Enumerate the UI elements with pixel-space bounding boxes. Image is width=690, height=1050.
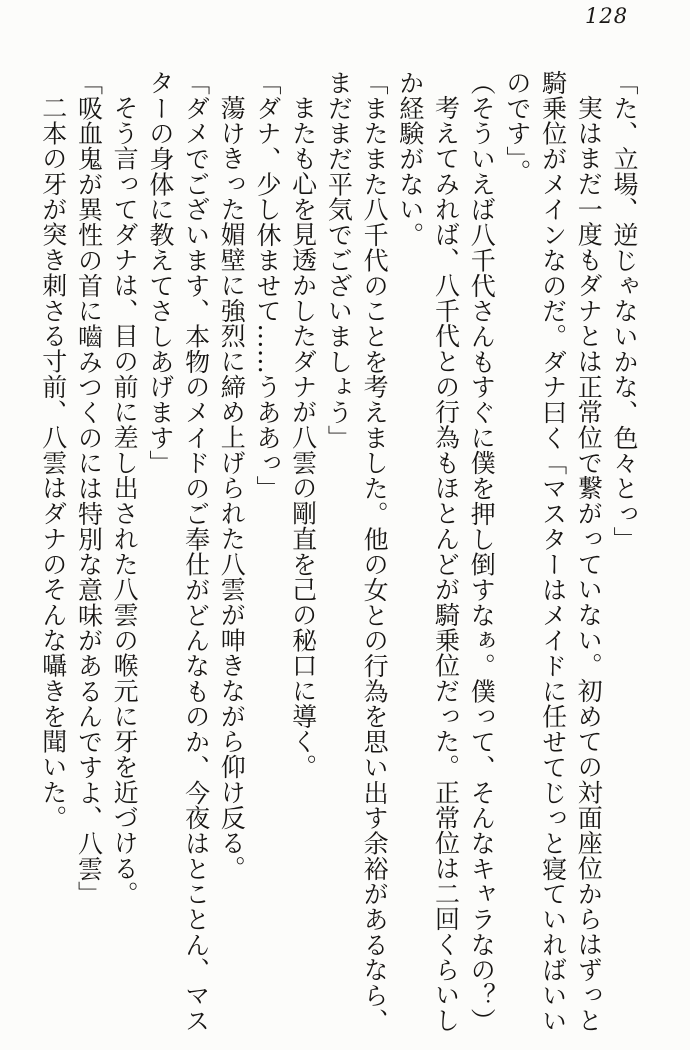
text-column: ターの身体に教えてさしあげます」 bbox=[145, 70, 175, 476]
text-column: 「ダメでございます、本物のメイドのご奉仕がどんなものか、今夜はとことん、マス bbox=[181, 70, 211, 1034]
text-column: （そういえば八千代さんもすぐに僕を押し倒すなぁ。僕って、そんなキャラなの？） bbox=[467, 70, 497, 1034]
text-column: まだまだ平気でございましょう」 bbox=[324, 70, 354, 451]
text-block bbox=[35, 70, 642, 1038]
text-column: 二本の牙が突き刺さる寸前、八雲はダナのそんな囁きを聞いた。 bbox=[38, 95, 68, 831]
text-column: 「ダナ、少し休ませて……うああっ」 bbox=[252, 70, 282, 501]
text-column: か経験がない。 bbox=[395, 70, 425, 248]
text-column: 「吸血鬼が異性の首に嚙みつくのには特別な意味があるんですよ、八雲」 bbox=[74, 70, 104, 907]
text-column: 考えてみれば、八千代との行為もほとんどが騎乗位だった。正常位は二回くらいし bbox=[431, 95, 461, 1033]
text-column: 実はまだ一度もダナとは正常位で繋がっていない。初めての対面座位からはずっと bbox=[574, 95, 604, 1033]
page-number: 128 bbox=[585, 4, 629, 28]
text-column: 騎乗位がメインなのだ。ダナ曰く「マスターはメイドに任せてじっと寝ていればいい bbox=[538, 70, 568, 1034]
text-column: またも心を見透かしたダナが八雲の剛直を己の秘口に導く。 bbox=[288, 95, 318, 780]
text-column: 「た、立場、逆じゃないかな、色々とっ」 bbox=[610, 70, 639, 552]
text-column: そう言ってダナは、目の前に差し出された八雲の喉元に牙を近づける。 bbox=[110, 95, 140, 907]
text-column: 蕩けきった媚壁に強烈に締め上げられた八雲が呻きながら仰け反る。 bbox=[217, 95, 247, 881]
text-column: 「またまた八千代のことを考えました。他の女との行為を思い出す余裕があるなら、 bbox=[360, 70, 390, 1034]
text-column: のです」。 bbox=[502, 70, 532, 185]
